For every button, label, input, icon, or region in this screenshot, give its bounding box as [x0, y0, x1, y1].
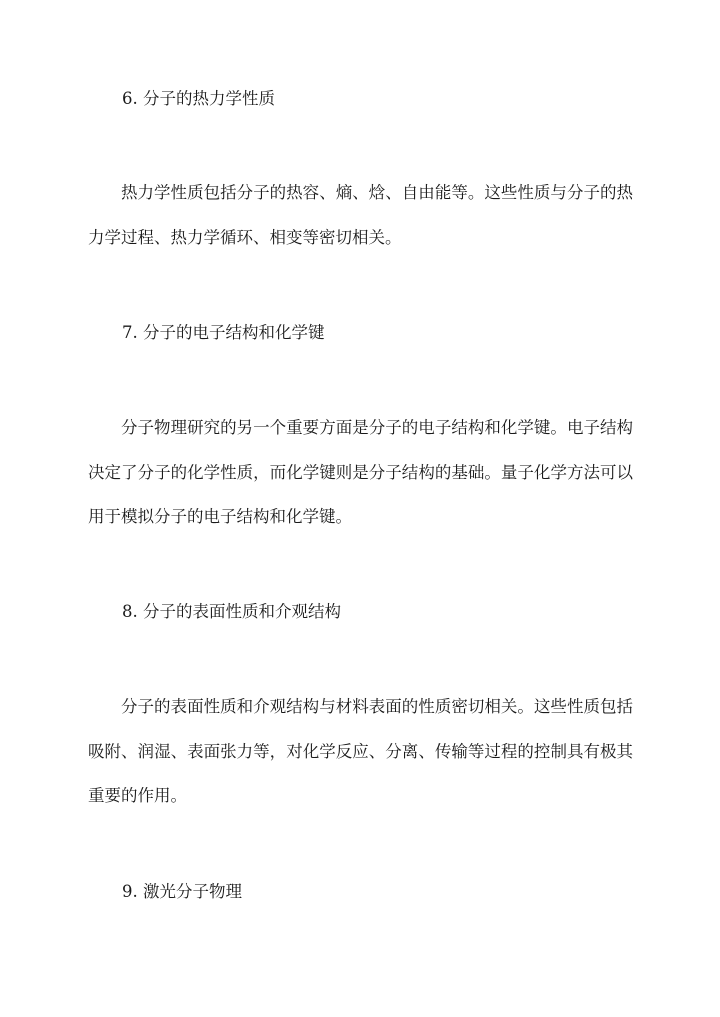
- section-8-paragraph: 分子的表面性质和介观结构与材料表面的性质密切相关。这些性质包括吸附、润湿、表面张力等，对化学反应、分离、传输等过程的控制具有极其重要的作用。: [88, 697, 633, 805]
- section-6-paragraph: 热力学性质包括分子的热容、熵、焓、自由能等。这些性质与分子的热力学过程、热力学循环、相变等密切相关。: [88, 183, 633, 247]
- section-7-heading: 7. 分子的电子结构和化学键: [122, 323, 325, 342]
- section-7-paragraph: 分子物理研究的另一个重要方面是分子的电子结构和化学键。电子结构决定了分子的化学性质，而化学键则是分子结构的基础。量子化学方法可以用于模拟分子的电子结构和化学键。: [88, 418, 633, 526]
- section-9-heading: 9. 激光分子物理: [122, 882, 242, 901]
- section-8-heading: 8. 分子的表面性质和介观结构: [122, 602, 341, 621]
- section-6-heading: 6. 分子的热力学性质: [122, 89, 275, 108]
